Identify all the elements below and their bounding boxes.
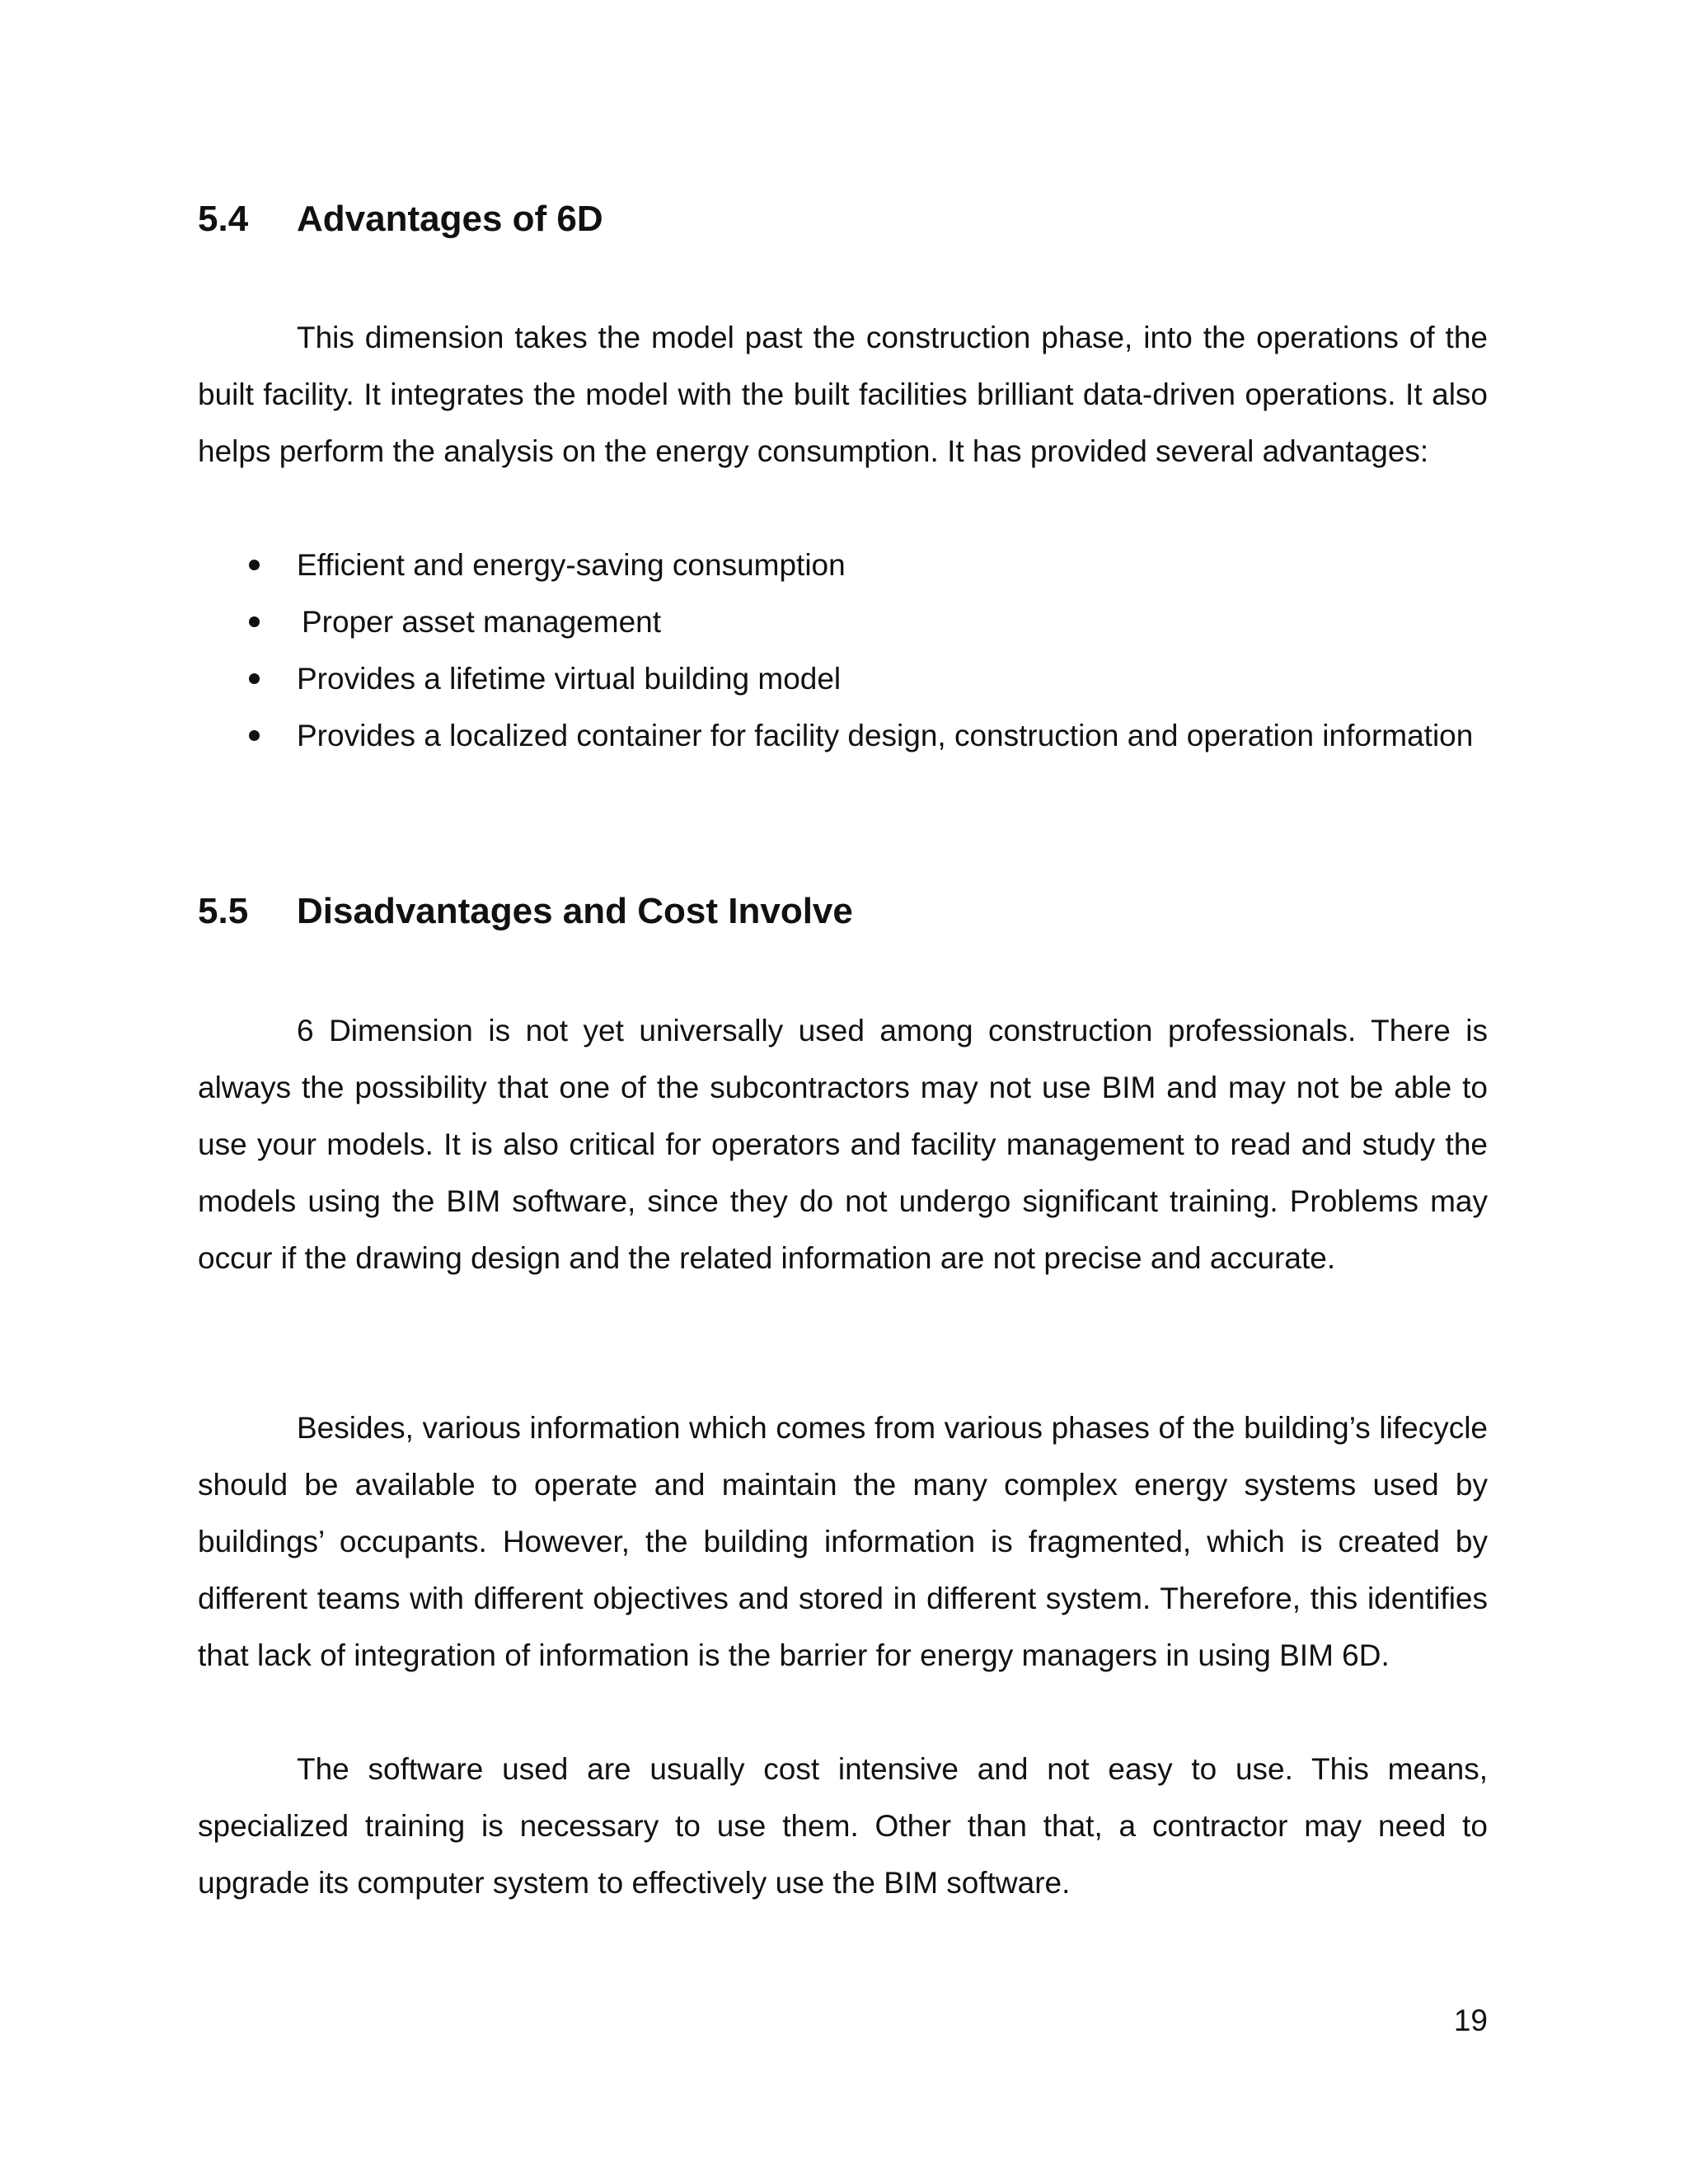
list-item-text: Proper asset management — [302, 605, 662, 639]
section-5-5-paragraph-3: The software used are usually cost intensive and not easy to use. This means, specialized training is necessary to use them. Other than that, a contractor may need to upgrade its computer system to effectively use the BIM software. — [198, 1752, 1488, 1900]
list-item-text: Provides a lifetime virtual building model — [297, 662, 842, 696]
list-item — [198, 707, 1488, 764]
section-5-5-paragraph-1: 6 Dimension is not yet universally used among construction professionals. There is always the possibility that one of the subcontractors may not use BIM and may not be able to use your models. It is also critical for operators and facility management to read and study the models using the BIM software, since they do not undergo significant training. Problems may occur if the drawing design and the related information are not precise and accurate. — [198, 1014, 1488, 1275]
bullet-icon — [249, 616, 260, 627]
list-item — [198, 593, 1488, 650]
advantages-list — [198, 537, 1488, 764]
section-heading-5-5 — [198, 890, 853, 933]
section-5-5-paragraph-2: Besides, various information which comes from various phases of the building’s lifecycle should be available to operate and maintain the many complex energy systems used by buildings’ occupants. However, the building information is fragmented, which is created by different teams with different objectives and stored in different system. Therefore, this identifies that lack of integration of information is the barrier for energy managers in using BIM 6D. — [198, 1411, 1488, 1672]
bullet-icon — [249, 560, 260, 570]
list-item-text: Efficient and energy-saving consumption — [297, 548, 846, 582]
section-title: Advantages of 6D — [297, 199, 603, 239]
section-number: 5.4 — [198, 199, 249, 239]
section-heading-5-4 — [198, 198, 603, 241]
list-item-text: Provides a localized container for facility design, construction and operation information — [297, 719, 1474, 752]
section-number: 5.5 — [198, 891, 249, 931]
page-number: 19 — [1453, 2004, 1488, 2037]
section-title: Disadvantages and Cost Involve — [297, 891, 853, 931]
bullet-icon — [249, 730, 260, 741]
list-item — [198, 650, 1488, 707]
list-item — [198, 537, 1488, 593]
section-5-4-intro: This dimension takes the model past the construction phase, into the operations of the built facility. It integrates the model with the built facilities brilliant data-driven operations. It also helps perform the analysis on the energy consumption. It has provided several advantages: — [198, 321, 1488, 468]
bullet-icon — [249, 673, 260, 684]
